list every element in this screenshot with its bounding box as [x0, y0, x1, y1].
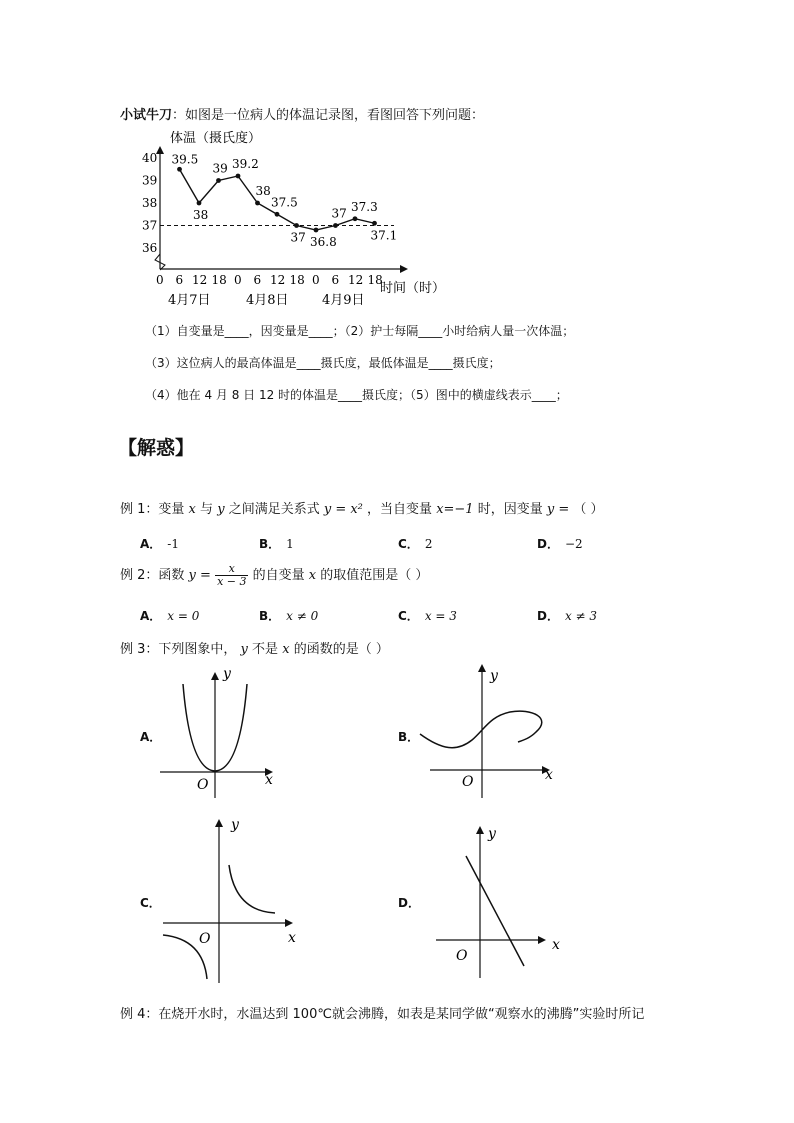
- chart-point-label: 37.3: [351, 199, 378, 214]
- y-axis-arrow: [478, 664, 486, 672]
- chart-y-tick: 37: [142, 218, 158, 233]
- ex2-option-b[interactable]: B． x ≠ 0: [259, 609, 319, 623]
- ex3-var-y: y: [240, 642, 248, 657]
- ex1-var-x: x: [188, 502, 196, 517]
- chart-ylabel: 体温（摄氏度）: [170, 131, 262, 146]
- chart-y-tick: 38: [142, 196, 158, 210]
- ex1-option-d[interactable]: D． −2: [537, 537, 583, 551]
- chart-point-label: 39.5: [171, 152, 199, 167]
- ex2-lhs: y =: [188, 568, 211, 583]
- ex1-formula: y = x²: [323, 502, 363, 517]
- chart-point: [216, 178, 221, 183]
- graph-c[interactable]: [155, 815, 305, 985]
- y-label: y: [223, 666, 231, 682]
- chart-xlabel: 时间（时）: [380, 281, 446, 296]
- x-axis-arrow: [538, 936, 546, 944]
- chart-x-tick: 0: [234, 273, 242, 287]
- example-4-question: 例 4：在烧开水时，水温达到 100℃就会沸腾，如表是某同学做“观察水的沸腾”实验时所记: [120, 1007, 645, 1022]
- x-label: x: [552, 937, 560, 953]
- y-axis-arrow: [476, 826, 484, 834]
- chart-point: [314, 228, 319, 233]
- chart-x-tick: 6: [331, 273, 340, 287]
- chart-plot-area: [142, 146, 408, 308]
- ex1-mid4: 时，因变量: [477, 502, 543, 517]
- chart-x-tick: 18: [367, 273, 383, 287]
- chart-point: [255, 201, 260, 206]
- origin-label: O: [199, 931, 211, 947]
- ex3-prefix: 例 3：下列图象中，: [120, 642, 237, 657]
- x-label: x: [288, 930, 296, 946]
- straight-line: [466, 856, 524, 966]
- ex1-mid1: 与: [200, 502, 214, 517]
- ex2-option-d[interactable]: D． x ≠ 3: [537, 609, 598, 623]
- chart-x-tick: 0: [312, 273, 320, 287]
- question-1: （1）自变量是____，因变量是____；（2）护士每隔____小时给病人量一次体温；: [145, 324, 575, 338]
- ex3-var-x: x: [282, 642, 290, 657]
- ex1-mid3: ，当自变量: [367, 502, 433, 517]
- chart-x-tick: 6: [253, 273, 262, 287]
- ex3-option-b-label[interactable]: B．: [398, 730, 420, 744]
- ex3-suffix: 的函数的是（ ）: [293, 642, 389, 657]
- section-title: 【解惑】: [118, 437, 195, 459]
- origin-label: O: [456, 948, 468, 964]
- chart-x-tick: 0: [156, 273, 164, 287]
- ex1-var-y: y: [217, 502, 225, 517]
- ex2-prefix: 例 2：函数: [120, 568, 185, 583]
- example-3-question: [120, 638, 389, 657]
- chart-x-tick: 12: [192, 273, 208, 287]
- ex1-eq: y =: [546, 502, 570, 517]
- chart-day-label: 4月9日: [322, 293, 365, 308]
- chart-point-label: 37: [331, 206, 347, 221]
- chart-point-label: 36.8: [310, 235, 337, 249]
- example-1-question: [120, 498, 604, 517]
- ex3-option-d-label[interactable]: D．: [398, 896, 420, 910]
- chart-point: [197, 201, 202, 206]
- y-label: y: [490, 668, 498, 684]
- chart-x-tick: 12: [270, 273, 286, 287]
- chart-point: [236, 174, 241, 179]
- example-2-question: [120, 563, 428, 588]
- ex1-option-a[interactable]: A． -1: [140, 537, 179, 551]
- chart-y-tick: 40: [142, 151, 158, 165]
- chart-point-label: 38: [193, 208, 209, 222]
- chart-point: [177, 167, 182, 172]
- chart-y-tick: 36: [142, 241, 158, 255]
- chart-day-label: 4月7日: [168, 293, 211, 308]
- chart-x-arrow: [400, 265, 408, 273]
- origin-label: O: [462, 774, 474, 790]
- ex2-fraction: [215, 563, 248, 588]
- chart-x-tick: 18: [289, 273, 305, 287]
- ex2-numerator: x: [215, 563, 248, 576]
- ex3-option-c-label[interactable]: C．: [140, 896, 161, 910]
- y-label: y: [231, 817, 239, 833]
- chart-x-tick: 6: [175, 273, 184, 287]
- ex2-var-x: x: [308, 568, 317, 583]
- chart-point-label: 38: [255, 184, 271, 198]
- temperature-chart: [130, 122, 460, 312]
- chart-point: [353, 216, 358, 221]
- chart-point-label: 37: [290, 230, 306, 245]
- chart-y-tick: 39: [142, 173, 158, 188]
- x-label: x: [545, 767, 553, 783]
- question-3: （4）他在 4 月 8 日 12 时的体温是____摄氏度；（5）图中的横虚线表示____；: [145, 388, 568, 402]
- ex2-option-c[interactable]: C． x = 3: [398, 609, 457, 623]
- y-axis-arrow: [215, 819, 223, 827]
- question-2: （3）这位病人的最高体温是____摄氏度，最低体温是____摄氏度；: [145, 356, 501, 370]
- chart-point: [294, 223, 299, 228]
- chart-x-tick: 12: [348, 273, 364, 287]
- chart-point-label: 39.2: [232, 157, 259, 171]
- chart-point: [275, 212, 280, 217]
- graph-b[interactable]: [412, 660, 562, 800]
- hyperbola-upper: [229, 865, 275, 913]
- ex2-mid: 的自变量: [252, 568, 305, 583]
- intro-text: ：如图是一位病人的体温记录图，看图回答下列问题：: [172, 108, 485, 123]
- chart-x-tick: 18: [211, 273, 227, 287]
- chart-point-label: 39: [212, 161, 228, 176]
- x-label: x: [265, 772, 273, 788]
- s-curve: [420, 711, 542, 748]
- ex1-mid2: 之间满足关系式: [228, 502, 320, 517]
- ex1-prefix: 例 1：变量: [120, 502, 185, 517]
- origin-label: O: [197, 777, 209, 793]
- ex3-option-a-label[interactable]: A．: [140, 730, 162, 744]
- ex1-suffix: （ ）: [573, 502, 604, 517]
- chart-point-label: 37.5: [271, 195, 298, 210]
- ex1-option-b[interactable]: B． 1: [259, 537, 294, 551]
- ex1-condition: x=−1: [436, 502, 474, 517]
- y-label: y: [488, 826, 496, 842]
- ex2-option-a[interactable]: A． x = 0: [140, 609, 200, 623]
- x-axis-arrow: [285, 919, 293, 927]
- ex1-option-c[interactable]: C． 2: [398, 537, 433, 551]
- graph-a[interactable]: [155, 660, 285, 800]
- intro-title: 小试牛刀: [120, 108, 173, 123]
- intro-line: [120, 104, 484, 123]
- chart-point: [372, 221, 377, 226]
- ex2-denominator: x − 3: [217, 575, 247, 588]
- chart-day-label: 4月8日: [246, 293, 289, 308]
- graph-d[interactable]: [430, 820, 570, 980]
- chart-point: [333, 223, 338, 228]
- y-axis-arrow: [211, 672, 219, 680]
- ex2-suffix: 的取值范围是（ ）: [320, 568, 429, 583]
- chart-point-label: 37.1: [370, 228, 398, 243]
- ex3-mid: 不是: [252, 642, 279, 657]
